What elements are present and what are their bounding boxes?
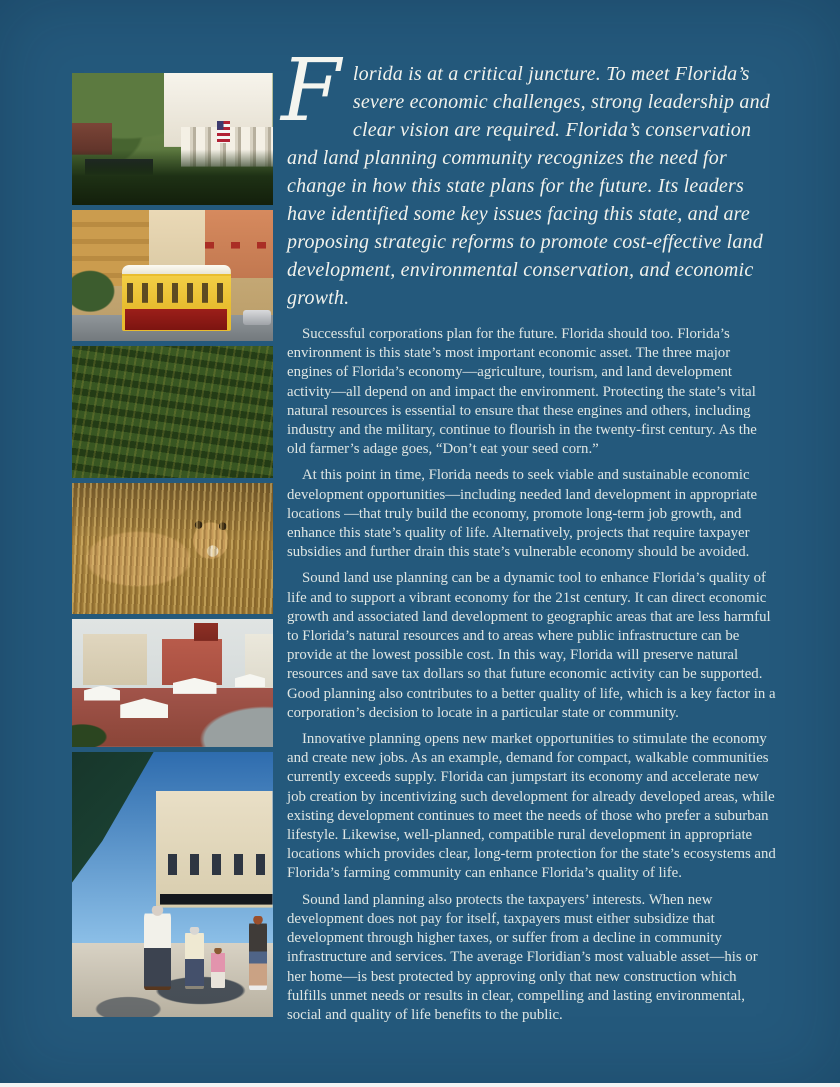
photo-florida-panther (72, 483, 273, 614)
photo-town-square-market (72, 619, 273, 747)
market-tent-shape (173, 678, 217, 694)
car-shape (243, 310, 271, 326)
market-tent-shape (84, 686, 120, 701)
paragraph-4: Innovative planning opens new market opportunities to stimulate the economy and create new jobs. As an example, demand for compact, walkable communities currently exceeds supply. Florida can jumpstart its economy and accelerate new job creation by incentivizing such development for already developed areas, while existing development continues to meet the needs of those who prefer a suburban lifestyle. Likewise, well-planned, compatible rural development in appropriate locations which provides clear, long-term protection for the state’s ecosystems and Florida’s farming community can enhance Florida’s quality of life. (287, 731, 776, 882)
paragraph-2: At this point in time, Florida needs to seek viable and sustainable economic development opportunities—including needed land development in appropriate locations —that truly build the economy, promote long-term job growth, and enhance this state’s quality of life. Alternatively, projects that require taxpayer subsidies and further drain this state’s vulnerable economy should be avoided. (287, 467, 758, 561)
intro-text: lorida is at a critical juncture. To meet Florida’s severe economic challenges, strong leadership and clear vision are required. Florida’s conservation and land planning community recognizes the need for change in how this state plans for the future. Its leaders have identified some key issues facing this state, and are proposing strategic reforms to promote cost-effective land development, environmental conservation, and economic growth. (287, 63, 770, 309)
market-tent-shape (120, 698, 168, 718)
trolley-shape (122, 265, 231, 331)
awning-shape (72, 752, 189, 900)
paragraph-5: Sound land planning also protects the taxpayers’ interests. When new development does not pay for itself, taxpayers must either subsidize that development through higher taxes, or suffer from a decline in community infrastructure and services. The average Floridian’s most valuable asset—his or her home—is best protected by approving only that new construction which fulfills unmet needs or results in clear, compelling and lasting environmental, social and quality of life benefits to the public. (287, 891, 758, 1023)
photo-pedestrian-street (72, 752, 273, 1017)
photo-trolley-street (72, 210, 273, 341)
body-paragraphs (287, 325, 776, 1025)
drop-cap-letter: F (281, 41, 341, 141)
market-tent-shape (235, 674, 265, 687)
photo-column (72, 73, 273, 1017)
pedestrian-man-shape (144, 906, 171, 990)
photo-crop-field (72, 346, 273, 478)
pedestrian-stroller-shape (249, 916, 267, 990)
page-bottom-edge (0, 1083, 840, 1087)
pedestrian-child-shape (211, 948, 225, 988)
paragraph-3: Sound land use planning can be a dynamic tool to enhance Florida’s quality of life and to support a vibrant economy for the 21st century. It can direct economic growth and associated land development to geographic areas that are less harmful to Florida’s natural resources and to areas where public infrastructure can be provide at the lowest possible cost. In this way, Florida will preserve natural resources and save tax dollars so that future economic activity can be supported. Good planning also contributes to a better quality of life, which is a key factor in a corporation’s decision to locate in a particular state or community. (287, 570, 776, 721)
american-flag-icon (217, 121, 230, 143)
photo-historic-home-flag (72, 73, 273, 205)
intro-paragraph (281, 41, 776, 312)
paragraph-1: Successful corporations plan for the future. Florida should too. Florida’s environment is this state’s most important economic asset. The three major engines of Florida’s economy—agriculture, tourism, and land development activity—all depend on and impact the environment. Protecting the state’s vital natural resources is essential to ensure that these engines and others, including industry and the military, continue to flourish in the twenty-first century. As the old farmer’s adage goes, “Don’t eat your seed corn.” (287, 326, 757, 458)
pedestrian-woman-shape (185, 927, 204, 989)
article-text-column (281, 41, 776, 1032)
